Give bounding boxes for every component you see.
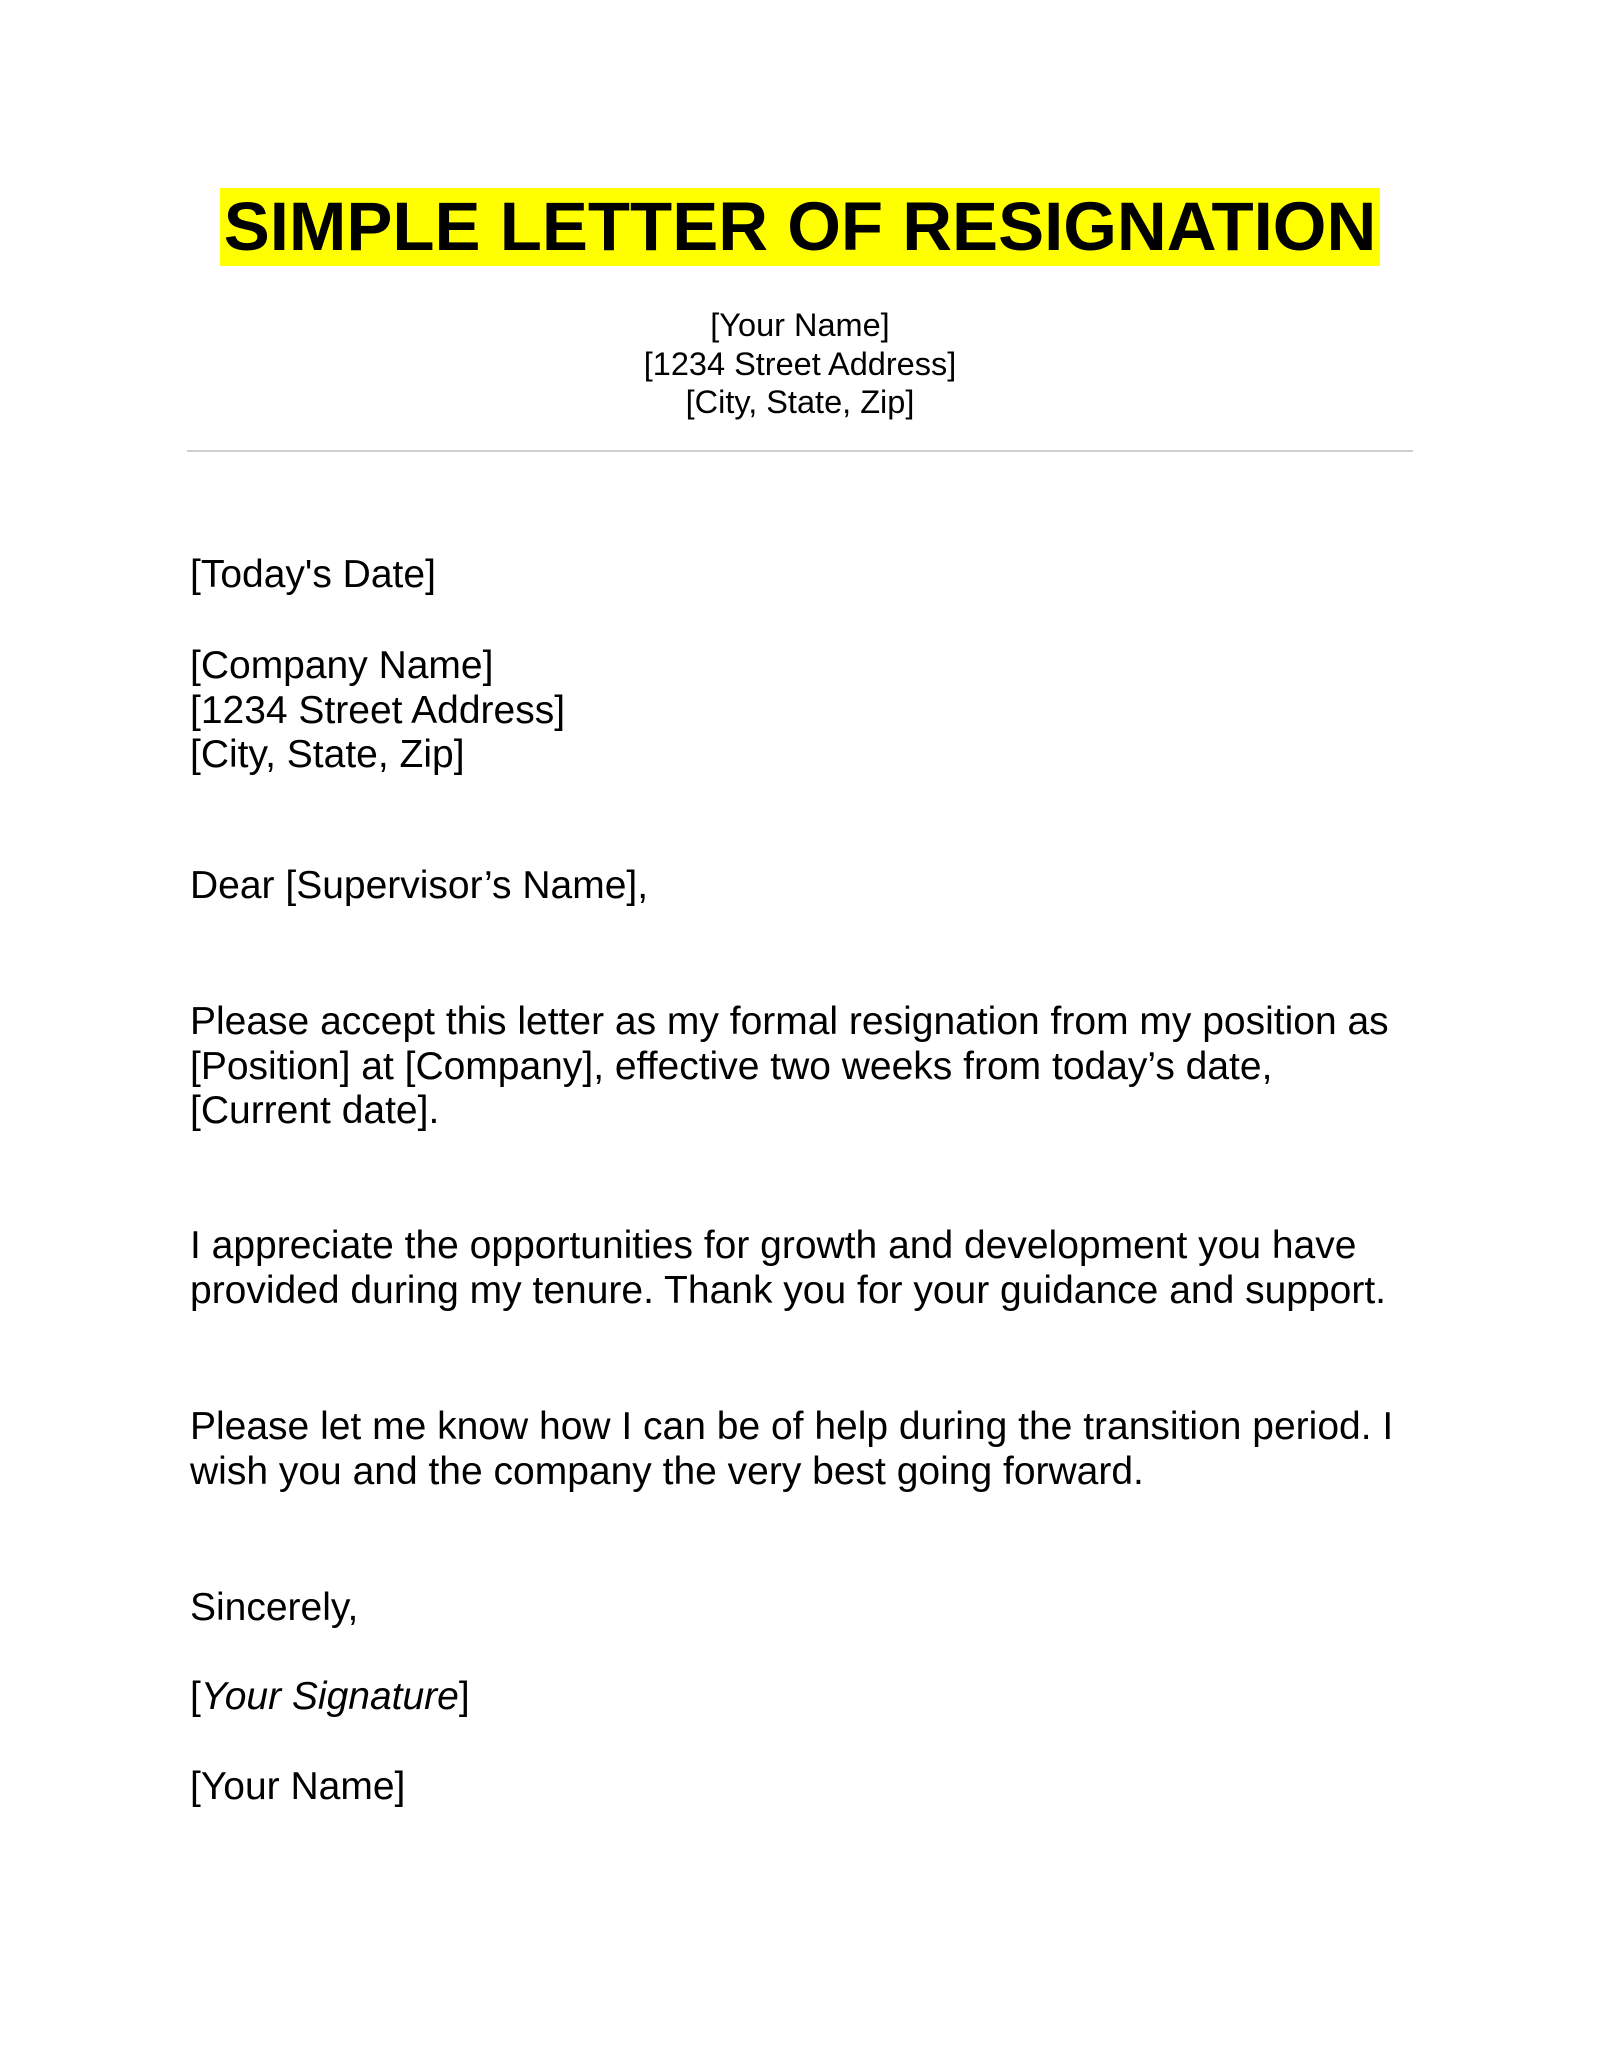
paragraph-2	[190, 1224, 1386, 1313]
closing	[190, 1586, 358, 1631]
signature-open-bracket: [	[190, 1675, 201, 1718]
paragraph-line: provided during my tenure. Thank you for your guidance and support.	[190, 1268, 1387, 1312]
paragraph-3	[190, 1405, 1393, 1494]
closing-text: Sincerely,	[190, 1586, 359, 1629]
salutation-text: Dear [Supervisor’s Name],	[190, 864, 649, 907]
recipient-address-block	[190, 644, 565, 778]
letter-date	[190, 553, 436, 598]
signer-name-text: [Your Name]	[190, 1765, 406, 1808]
recipient-street: [1234 Street Address]	[190, 688, 566, 732]
sender-address-block	[0, 306, 1600, 422]
date-text: [Today's Date]	[190, 553, 436, 596]
sender-name: [Your Name]	[710, 307, 890, 343]
paragraph-1	[190, 1000, 1389, 1134]
paragraph-line: [Position] at [Company], effective two weeks from today’s date,	[190, 1044, 1273, 1088]
title-container	[0, 188, 1600, 266]
salutation	[190, 864, 648, 909]
paragraph-line: I appreciate the opportunities for growth and development you have	[190, 1224, 1357, 1267]
recipient-company: [Company Name]	[190, 644, 494, 687]
header-divider	[187, 450, 1413, 452]
signature-line	[190, 1675, 470, 1720]
signature-text: Your Signature	[200, 1675, 459, 1718]
paragraph-line: Please let me know how I can be of help during the transition period. I	[190, 1405, 1394, 1448]
sender-city-state-zip: [City, State, Zip]	[685, 384, 915, 420]
recipient-city-state-zip: [City, State, Zip]	[190, 733, 465, 776]
sender-street: [1234 Street Address]	[643, 345, 957, 382]
signature-placeholder	[190, 1675, 470, 1720]
paragraph-line: Please accept this letter as my formal resignation from my position as	[190, 1000, 1389, 1043]
page-title: SIMPLE LETTER OF RESIGNATION	[220, 188, 1381, 266]
signer-name	[190, 1765, 405, 1810]
signature-close-bracket: ]	[458, 1675, 470, 1718]
paragraph-line: wish you and the company the very best going forward.	[190, 1449, 1144, 1493]
paragraph-line: [Current date].	[190, 1089, 440, 1132]
